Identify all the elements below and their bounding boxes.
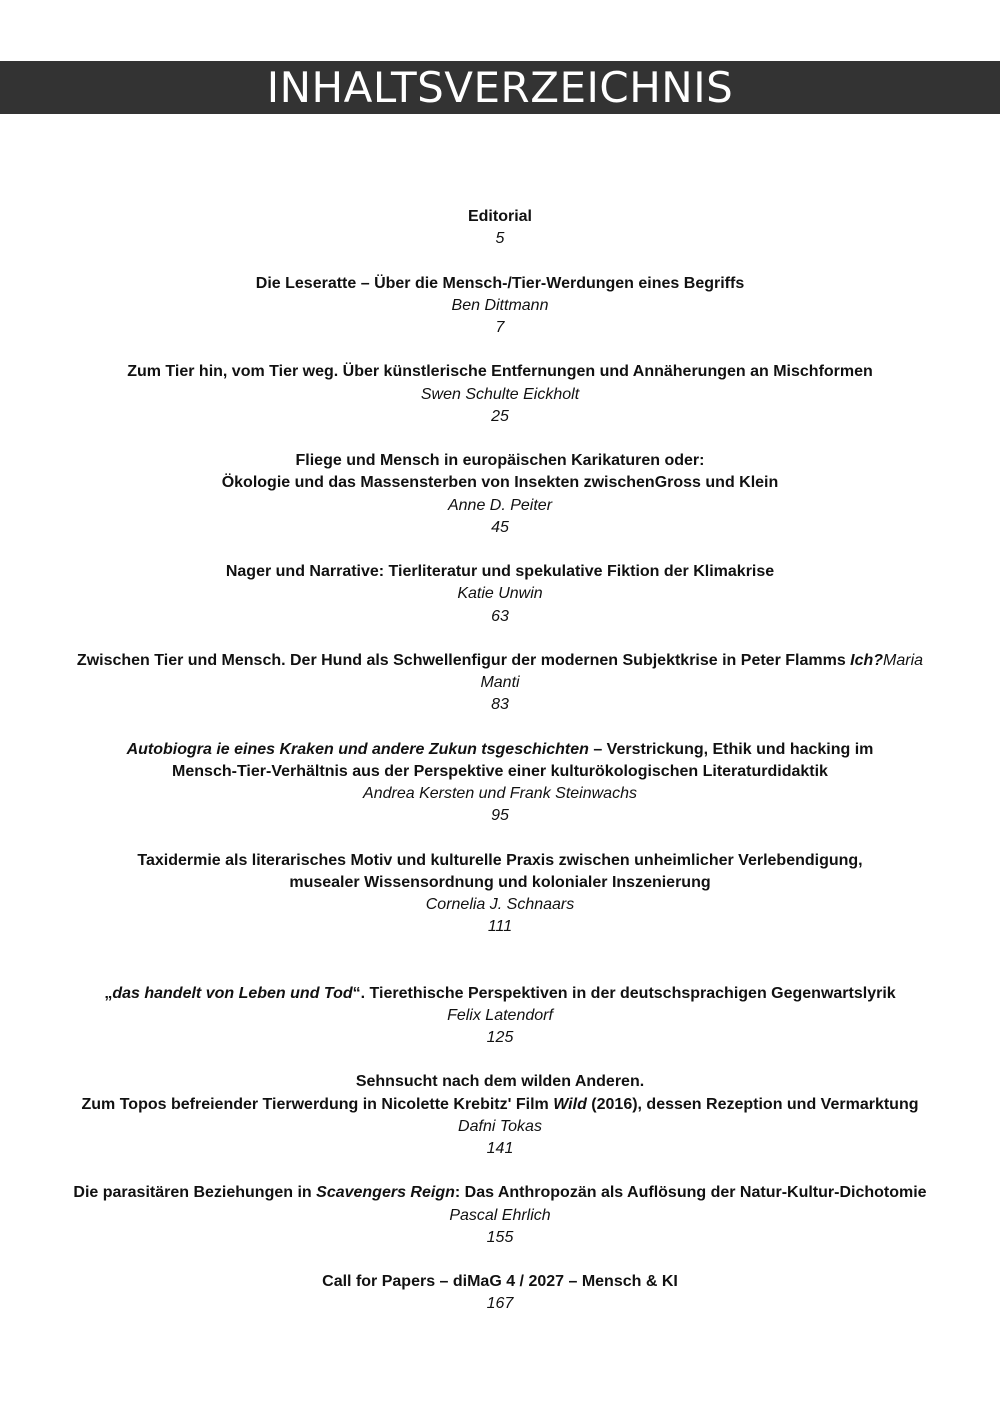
toc-entry-scavengers-reign (0, 1182, 1000, 1249)
entry-author: Pascal Ehrlich (449, 1206, 551, 1224)
entry-page: 7 (495, 319, 505, 336)
entry-title (0, 650, 1000, 672)
entry-page: 25 (491, 407, 509, 425)
entry-page: 141 (486, 1140, 514, 1157)
entry-title: Editorial (467, 208, 532, 225)
entry-author: Katie Unwin (457, 585, 543, 603)
entry-title-italic: Wild (553, 1095, 587, 1113)
entry-page: 83 (491, 696, 509, 714)
entry-title-italic: Scavengers Reign (316, 1184, 455, 1202)
entry-title-line2: musealer Wissensordnung und kolonialer Inszenierung (289, 873, 711, 891)
entry-title-line1 (0, 739, 1000, 761)
entry-title-main: Zwischen Tier und Mensch. Der Hund als Schwellenfigur der modernen Subjektkrise in Peter Flamms (76, 651, 851, 669)
entry-title-a: Die parasitären Beziehungen in (73, 1184, 317, 1202)
entry-title-b: : Das Anthropozän als Auflösung der Natur-Kultur-Dichotomie (454, 1184, 927, 1202)
entry-title-line2: Mensch-Tier-Verhältnis aus der Perspektive einer kulturökologischen Literaturdidaktik (172, 762, 828, 780)
entry-title: Nager und Narrative: Tierliteratur und spekulative Fiktion der Klimakrise (225, 563, 775, 581)
entry-title: Die Leseratte – Über die Mensch-/Tier-Werdungen eines Begriffs (255, 274, 745, 292)
entry-page: 5 (495, 230, 505, 248)
page-title: INHALTSVERZEICHNIS (266, 63, 734, 112)
entry-title-rest: – Verstrickung, Ethik und hacking im (588, 740, 874, 758)
toc-entry-editorial (0, 206, 1000, 250)
entry-title-italic: Autobiogra ie eines Kraken und andere Zukun tsgeschichten (126, 740, 589, 758)
toc-entry-autobiografie-kraken (0, 739, 1000, 828)
entry-author: Dafni Tokas (458, 1117, 542, 1135)
entry-author: Anne D. Peiter (447, 496, 553, 514)
toc-entry-nager-und-narrative (0, 561, 1000, 628)
entry-title-line1: Fliege und Mensch in europäischen Karikaturen oder: (295, 452, 705, 470)
entry-page: 45 (491, 518, 509, 536)
entry-page: 111 (487, 918, 513, 936)
entry-title-rest: “. Tierethische Perspektiven in der deutschsprachigen Gegenwartslyrik (352, 984, 896, 1002)
entry-author: Andrea Kersten und Frank Steinwachs (363, 785, 637, 803)
toc-entry-leben-und-tod (0, 983, 1000, 1050)
toc-entry-zwischen-tier-und-mensch (0, 650, 1000, 717)
toc-entry-leseratte (0, 273, 1000, 340)
entry-title (0, 983, 1000, 1005)
entry-title-italic: das handelt von Leben und Tod (112, 984, 353, 1002)
entry-title (0, 1182, 1000, 1204)
entry-author: Swen Schulte Eickholt (420, 385, 580, 403)
entry-author: Ben Dittmann (451, 296, 549, 314)
entry-title-line1: Sehnsucht nach dem wilden Anderen. (355, 1073, 645, 1091)
entry-title-line2: Ökologie und das Massensterben von Insekten zwischenGross und Klein (221, 474, 779, 492)
entry-title-line2-a: Zum Topos befreiender Tierwerdung in Nicolette Krebitz' Film (81, 1095, 554, 1113)
toc-entry-fliege-und-mensch (0, 450, 1000, 539)
entry-author: Felix Latendorf (447, 1006, 553, 1024)
entry-page: 95 (491, 807, 509, 825)
entry-page: 167 (486, 1295, 514, 1313)
entry-title-line2-b: (2016), dessen Rezeption und Vermarktung (586, 1095, 919, 1113)
entry-title-line2 (0, 1094, 1000, 1116)
entry-page: 125 (486, 1029, 514, 1046)
toc-entry-call-for-papers (0, 1271, 1000, 1315)
entry-title: Zum Tier hin, vom Tier weg. Über künstlerische Entfernungen und Annäherungen an Mischformen (127, 363, 873, 381)
header-band (0, 61, 1000, 114)
toc-entry-taxidermie (0, 850, 1000, 939)
table-of-contents (0, 206, 1000, 1338)
entry-author: Cornelia J. Schnaars (425, 896, 575, 914)
entry-page: 155 (486, 1228, 514, 1246)
entry-title-italic: Ich? (850, 651, 884, 669)
entry-author-part1: Maria (883, 651, 924, 669)
toc-entry-zum-tier-hin (0, 361, 1000, 428)
entry-title: Call for Papers – diMaG 4 / 2027 – Mensch & KI (322, 1273, 678, 1291)
entry-title-line1: Taxidermie als literarisches Motiv und kulturelle Praxis zwischen unheimlicher Verlebendigung, (137, 851, 863, 869)
toc-entry-sehnsucht (0, 1071, 1000, 1160)
entry-page: 63 (491, 607, 509, 625)
entry-title-open-quote: „ (104, 984, 113, 1002)
entry-author-part2: Manti (480, 674, 520, 692)
